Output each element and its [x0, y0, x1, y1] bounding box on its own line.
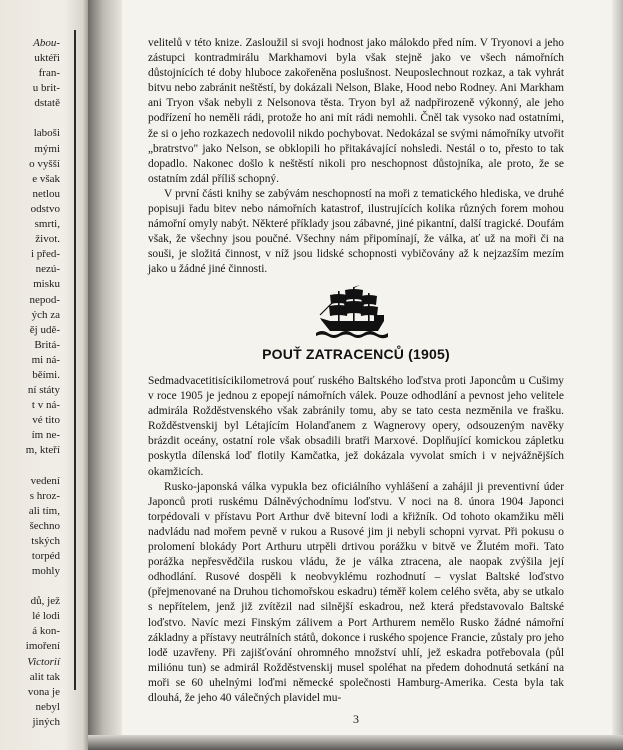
prev-line: dů, jež [30, 595, 60, 608]
prev-line: e však [32, 172, 60, 185]
prev-line: vona je [27, 685, 60, 698]
prev-line: imoření [25, 640, 60, 653]
prev-line: fran- [38, 67, 60, 80]
prev-line: smrti, [34, 218, 60, 231]
paragraph: Sedmadvacetitisícikilometrová pouť ruského Baltského loďstva proti Japoncům u Cušimy v roce 1905 je jednou z epopejí námořních válek. Pouze odhodlání a pevnost jeho velitele admirála Rožděstvenského však zabránily tomu, aby se tato cesta nezměnila ve frašku. Rožděstvenskij byl Létajícím Holanďanem z Wagnerovy opery, odsouzeným navěky brázdit oceány, ostatní role však obsadili bratři Marxové. Doplňující komickou zápletku poskytla dílenská loď flotily Kamčatka, jež dokázala vyvolat smích i v nejvážnějších okamžicích. [148, 375, 564, 478]
prev-line: i před- [30, 248, 60, 261]
book-gutter [88, 0, 122, 750]
prev-line: odstvo [30, 202, 60, 215]
prev-line: ali tím, [28, 504, 60, 517]
prev-line: vé tito [32, 414, 60, 427]
previous-page [0, 0, 90, 750]
chapter-title: POUŤ ZATRACENCŮ (1905) [262, 346, 450, 362]
prev-line: ní státy [27, 384, 60, 397]
previous-page-text [0, 36, 60, 730]
paragraph: V první části knihy se zabývám neschopností na moři z tematického hlediska, ve druhé popisuji řadu bitev nebo námořních katastrof, ilustrujících kolika různých forem mohou námořní omyly nabýt. Některé příklady jsou zábavné, jiné pikantní, další tragické. Doufám však, že všechny jsou poučné. Všechny nám připomínají, že válka, ať už na moři či na souši, je složitá činnost, v níž jsou lidské schopnosti vybičovány až k nejzazším mezím jako u žádné jiné činnosti. [148, 187, 564, 276]
prev-line: šechno [29, 519, 60, 532]
prev-line: dstatě [34, 97, 60, 110]
prev-line: uktéři [34, 52, 60, 65]
page-bottom-edge [88, 735, 623, 750]
prev-line: s hroz- [29, 489, 60, 502]
prev-line: Victorií [27, 655, 60, 668]
prev-line: mými [34, 142, 60, 155]
prev-line: jiných [32, 715, 60, 728]
paragraph: Rusko-japonská válka vypukla bez oficiálního vyhlášení a zahájil ji preventivní úder Japonců proti ruskému Dálněvýchodnímu loďstvu. V noci na 8. února 1904 Japonci torpédovali v přístavu Port Arthur dvě bitevní lodi a křižník. Od tohoto okamžiku měli nadvládu nad mořem pevně v rukou a Rusové jim ji nebyli schopni vyrvat. Při pokusu o prolomení blokády Port Arthuru utrpěli drtivou porážku v bitvě ve Žlutém moři. Tato porážka nepřesvědčila ruskou vládu, že je válka ztracena, ale naopak zvýšila její odhodlání. Rusové dospěli k neobvyklému rozhodnutí – vyslat Baltské loďstvo (přejmenované na Druhou tichomořskou eskadru) téměř kolem celého světa, aby se utkalo s nepřítelem, jenž již zvítězil nad silnější eskadrou, než která představovalo Baltské loďstvo. Navíc mezi Finským zálivem a Port Arthurem nemělo Rusko žádné námořní základny a přístavy neutrálních států, dokonce i ruského spojence Francie, zůstaly pro jeho lodě uzavřeny. Při zajišťování ohromného množství uhlí, jež eskadra potřebovala (půl miliónu tun) se admirál Rožděstvenskij musel spoléhat na předem dohodnutá setkání na moři se 60 uhelnými loďmi německé společnosti Hamburg-Amerika. Cesta byla tak dlouhá, že jeho 40 válečných plavidel mu- [148, 480, 564, 704]
prev-line: Abou- [33, 37, 60, 49]
page-number: 3 [353, 712, 359, 726]
prev-line: nezú- [35, 263, 60, 276]
prev-line: ých za [31, 308, 60, 321]
prev-line: mohly [31, 565, 60, 578]
prev-line: misku [33, 278, 60, 291]
intro-text [148, 36, 564, 278]
prev-line: Britá- [34, 338, 60, 351]
prev-line: laboši [33, 127, 60, 140]
prev-line: lé lodi [32, 610, 60, 623]
prev-line: o vyšší [29, 157, 60, 170]
prev-line: alit tak [29, 670, 60, 683]
prev-line: t v ná- [31, 399, 60, 412]
prev-line: nebyl [35, 700, 60, 713]
prev-line: nepod- [29, 293, 60, 306]
prev-line: torpéd [31, 550, 60, 562]
prev-line: netlou [32, 187, 60, 200]
prev-line: ím ne- [31, 429, 60, 442]
margin-rule [74, 30, 76, 690]
prev-line: m, kteří [25, 444, 60, 457]
prev-line: u brit- [32, 82, 60, 95]
prev-line: běími. [32, 368, 60, 381]
sailing-ship-icon [316, 285, 390, 341]
page-edge [612, 0, 623, 750]
prev-line: život. [35, 233, 60, 246]
prev-line: mi ná- [31, 353, 60, 366]
prev-line: á kon- [32, 625, 60, 638]
chapter-text [148, 374, 564, 706]
prev-line: tských [31, 534, 60, 547]
prev-line: vedení [30, 474, 60, 487]
paragraph: velitelů v této knize. Zasloužil si svoji hodnost jako málokdo před ním. V Tryonovi a jeho zástupci kontradmirálu Markhamovi byla však stejně jako ve všech námořních důstojnících té doby hluboce zakořeněna poslušnost. Neuposlechnout rozkaz, a tak vyhrát bitvu nebo zabránit neštěstí, by dokázali Nelson, Blake, Hood nebo Rodney. Ani Markham ani Tryon však nebyli z Nelsonova těsta. Tryon byl až nadpřirozeně výkonný, ale jeho podřízení ho neměli rádi, protože ho ani mít rádi nemohli. Čněl tak vysoko nad ostatními, že si o jeho rozkazech nedovolil nikdo pochybovat. Nedokázal se svými námořníky utvořit „bratrstvo" jako Nelson, se obklopili ho přitakávající nohsledi. Nestál o to, přesto to tak dopadlo. Nakonec došlo k neštěstí nikoli pro neschopnost důstojníka, ale proto, že se ostatním zdál příliš schopný. [148, 37, 564, 185]
prev-line: ěj udě- [29, 323, 60, 336]
